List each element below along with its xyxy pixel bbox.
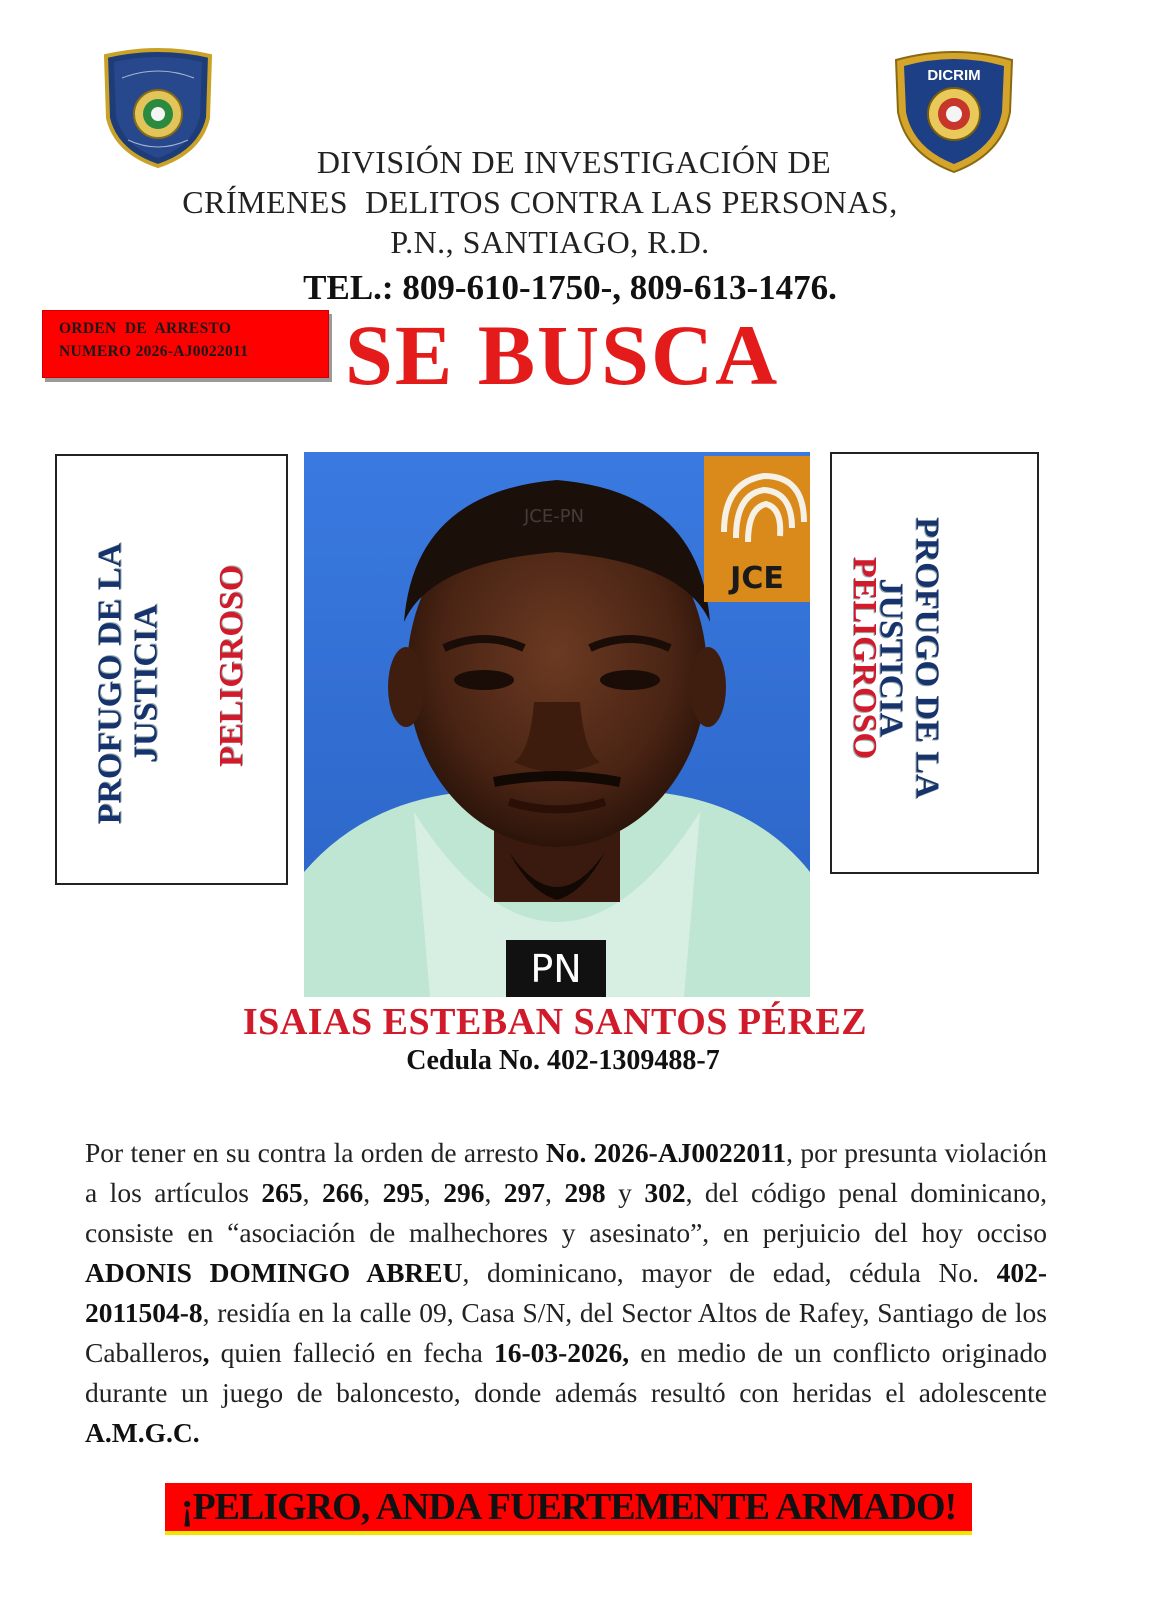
left-dangerous-label: PELIGROSO <box>213 564 251 767</box>
header-line-3: P.N., SANTIAGO, R.D. <box>390 224 710 260</box>
right-fugitive-line-2: JUSTICIA <box>873 578 910 738</box>
left-fugitive-label <box>92 514 163 854</box>
danger-warning-banner: ¡PELIGRO, ANDA FUERTEMENTE ARMADO! <box>165 1483 972 1535</box>
right-side-box <box>830 452 1039 874</box>
photo-watermark: JCE-PN <box>523 506 585 527</box>
arrest-order-box <box>42 310 329 378</box>
telephone-numbers: TEL.: 809-610-1750-, 809-613-1476. <box>303 268 837 307</box>
suspect-id-number: Cedula No. 402-1309488-7 <box>406 1045 720 1076</box>
right-fugitive-label <box>873 488 944 828</box>
left-fugitive-line-2: JUSTICIA <box>127 604 164 764</box>
svg-text:DICRIM: DICRIM <box>927 67 981 84</box>
case-description: Por tener en su contra la orden de arresto No. 2026-AJ0022011, por presunta violación a los artículos 265, 266, 295, 296, 297, 298 y 302, del código penal dominicano, consiste en “asociación de malhechores y asesinato”, en perjuicio del hoy occiso ADONIS DOMINGO ABREU, dominicano, mayor de edad, cédula No. 402-2011504-8, residía en la calle 09, Casa S/N, del Sector Altos de Rafey, Santiago de los Caballeros, quien falleció en fecha 16-03-2026, en medio de un conflicto originado durante un juego de baloncesto, donde además resultó con heridas el adolescente A.M.G.C. <box>85 1137 1048 1448</box>
header-line-1: DIVISIÓN DE INVESTIGACIÓN DE <box>316 144 832 180</box>
left-fugitive-line-1: PROFUGO DE LA <box>91 542 129 825</box>
suspect-name: ISAIAS ESTEBAN SANTOS PÉREZ <box>242 1001 868 1043</box>
jce-label: JCE <box>730 561 784 596</box>
wanted-title: SE BUSCA <box>345 307 780 403</box>
suspect-photo <box>304 452 810 997</box>
right-fugitive-line-1: PROFUGO DE LA <box>908 516 946 799</box>
left-side-box <box>55 454 288 885</box>
header-line-2: CRÍMENES DELITOS CONTRA LAS PERSONAS, <box>182 184 898 220</box>
pn-label: PN <box>530 947 582 991</box>
arrest-order-number: NUMERO 2026-AJ0022011 <box>59 343 249 360</box>
right-dangerous-label: PELIGROSO <box>845 556 883 759</box>
arrest-order-label: ORDEN DE ARRESTO <box>59 320 232 337</box>
